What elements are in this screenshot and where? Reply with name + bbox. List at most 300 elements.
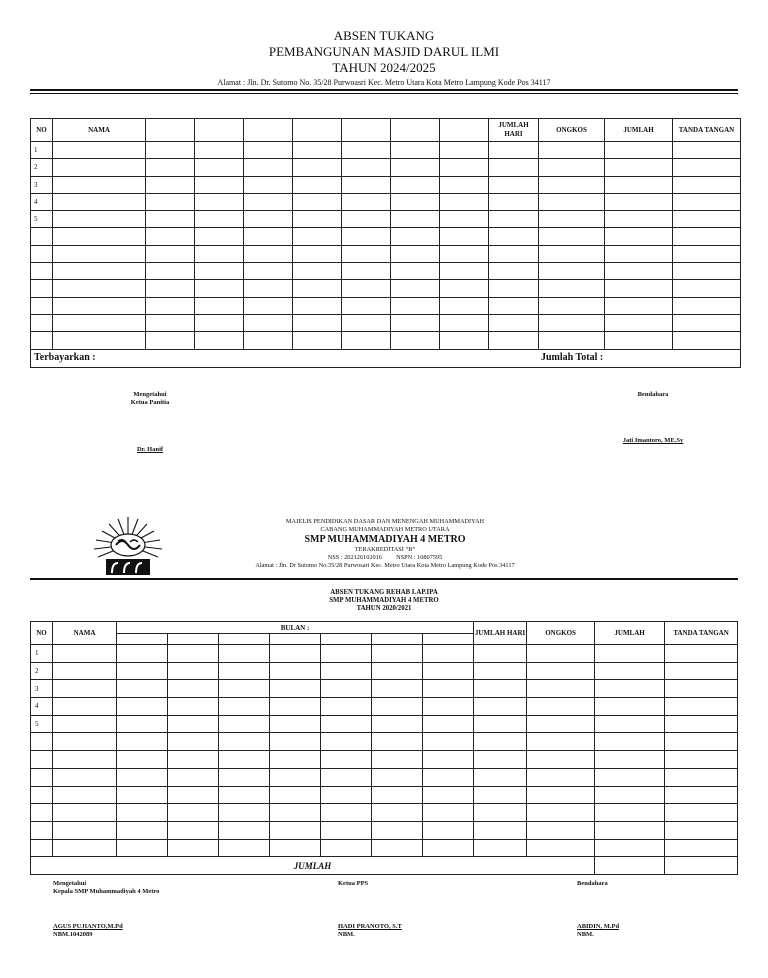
table-cell xyxy=(595,804,665,822)
table-cell xyxy=(489,245,539,262)
table-cell xyxy=(673,176,741,193)
table-cell xyxy=(53,839,117,857)
table-cell xyxy=(168,768,219,786)
table-cell xyxy=(195,211,244,228)
table-row xyxy=(31,804,738,822)
table-cell xyxy=(527,839,595,857)
table-cell xyxy=(270,733,321,751)
table-cell xyxy=(146,228,195,245)
header-day-cell xyxy=(342,119,391,142)
table-cell xyxy=(423,645,474,663)
table-cell xyxy=(53,332,146,349)
table-cell xyxy=(665,768,738,786)
table-cell xyxy=(391,332,440,349)
table-cell xyxy=(423,751,474,769)
table-cell xyxy=(321,680,372,698)
table-cell xyxy=(605,263,673,280)
table-cell xyxy=(270,804,321,822)
sig-left-line1: Mengetahui xyxy=(133,391,167,398)
sig-left-name: Dr. Hanif xyxy=(136,446,164,453)
form1-rule-thin xyxy=(30,93,738,94)
table-cell xyxy=(673,211,741,228)
header-tanda-tangan: TANDA TANGAN xyxy=(673,119,741,142)
row-number xyxy=(31,263,53,280)
table-cell xyxy=(665,645,738,663)
table-cell xyxy=(117,786,168,804)
table-cell xyxy=(168,821,219,839)
table-cell xyxy=(595,821,665,839)
table-cell xyxy=(244,142,293,159)
table-cell xyxy=(219,680,270,698)
table-cell xyxy=(595,645,665,663)
row-number: 2 xyxy=(31,159,53,176)
table-cell xyxy=(372,786,423,804)
table-cell xyxy=(219,662,270,680)
table-cell xyxy=(293,211,342,228)
form2-sig3-name-block xyxy=(577,923,619,939)
table-cell xyxy=(168,751,219,769)
table-cell xyxy=(342,159,391,176)
table-cell xyxy=(391,280,440,297)
header-day-cell xyxy=(372,634,423,645)
form2-sig1 xyxy=(53,880,159,896)
table-cell xyxy=(146,332,195,349)
table-cell xyxy=(146,263,195,280)
table-cell xyxy=(342,263,391,280)
table-cell xyxy=(489,211,539,228)
table-cell xyxy=(605,159,673,176)
header-day-cell xyxy=(244,119,293,142)
table-cell xyxy=(391,142,440,159)
table-cell xyxy=(219,786,270,804)
org-line2: CABANG MUHAMMADIYAH METRO UTARA xyxy=(320,526,450,533)
form2-total-cell xyxy=(595,857,665,875)
row-number xyxy=(31,804,53,822)
table-cell xyxy=(53,176,146,193)
table-row xyxy=(31,751,738,769)
table-cell xyxy=(321,804,372,822)
header-ongkos: ONGKOS xyxy=(527,622,595,645)
table-cell xyxy=(53,645,117,663)
header-day-cell xyxy=(195,119,244,142)
table-cell xyxy=(293,297,342,314)
table-cell xyxy=(321,821,372,839)
table-cell xyxy=(489,280,539,297)
table-cell xyxy=(391,263,440,280)
form2-attendance-table xyxy=(30,621,738,875)
table-cell xyxy=(293,159,342,176)
table-row xyxy=(31,768,738,786)
table-cell xyxy=(539,193,605,210)
table-cell xyxy=(219,839,270,857)
table-cell xyxy=(53,804,117,822)
table-cell xyxy=(244,176,293,193)
row-number xyxy=(31,839,53,857)
table-cell xyxy=(372,768,423,786)
table-cell xyxy=(673,263,741,280)
table-cell xyxy=(391,228,440,245)
table-cell xyxy=(474,733,527,751)
form1-title-1: ABSEN TUKANG xyxy=(333,28,435,43)
table-cell xyxy=(293,332,342,349)
table-cell xyxy=(665,821,738,839)
table-cell xyxy=(474,698,527,716)
table-cell xyxy=(391,297,440,314)
table-cell xyxy=(219,768,270,786)
table-cell xyxy=(527,698,595,716)
table-cell xyxy=(342,142,391,159)
table-cell xyxy=(423,680,474,698)
table-cell xyxy=(146,245,195,262)
table-cell xyxy=(665,751,738,769)
table-cell xyxy=(219,821,270,839)
table-cell xyxy=(440,314,489,331)
table-cell xyxy=(440,159,489,176)
table-cell xyxy=(342,193,391,210)
table-row xyxy=(31,786,738,804)
table-cell xyxy=(53,245,146,262)
table-cell xyxy=(168,662,219,680)
table-cell xyxy=(244,314,293,331)
form1-title-3: TAHUN 2024/2025 xyxy=(332,60,436,75)
table-cell xyxy=(474,768,527,786)
table-cell xyxy=(665,715,738,733)
table-cell xyxy=(539,142,605,159)
table-cell xyxy=(117,768,168,786)
header-jumlah: JUMLAH xyxy=(595,622,665,645)
table-cell xyxy=(595,715,665,733)
table-cell xyxy=(372,680,423,698)
header-ongkos: ONGKOS xyxy=(539,119,605,142)
table-cell xyxy=(53,314,146,331)
table-cell xyxy=(146,314,195,331)
table-cell xyxy=(270,662,321,680)
row-number: 3 xyxy=(31,176,53,193)
table-cell xyxy=(673,314,741,331)
table-cell xyxy=(168,804,219,822)
table-cell xyxy=(527,662,595,680)
npsn: NSPN : 10807595 xyxy=(396,554,443,561)
table-cell xyxy=(117,662,168,680)
table-cell xyxy=(53,680,117,698)
table-cell xyxy=(605,142,673,159)
table-cell xyxy=(195,245,244,262)
row-number: 5 xyxy=(31,715,53,733)
table-cell xyxy=(53,297,146,314)
table-cell xyxy=(423,698,474,716)
table-cell xyxy=(440,297,489,314)
table-cell xyxy=(595,662,665,680)
form2-rule xyxy=(30,578,738,580)
table-cell xyxy=(423,715,474,733)
header-no: NO xyxy=(31,119,53,142)
table-cell xyxy=(391,159,440,176)
table-cell xyxy=(595,751,665,769)
table-cell xyxy=(673,245,741,262)
table-cell xyxy=(539,228,605,245)
table-cell xyxy=(440,245,489,262)
table-cell xyxy=(372,733,423,751)
table-cell xyxy=(440,142,489,159)
table-row xyxy=(31,314,741,331)
form1-attendance-table xyxy=(30,118,741,368)
table-cell xyxy=(117,839,168,857)
header-day-cell xyxy=(391,119,440,142)
header-day-cell xyxy=(423,634,474,645)
table-cell xyxy=(489,142,539,159)
table-cell xyxy=(423,733,474,751)
sig3-name: ABIDIN, M.Pd xyxy=(577,923,620,930)
table-cell xyxy=(539,211,605,228)
table-cell xyxy=(673,332,741,349)
table-cell xyxy=(605,176,673,193)
table-cell xyxy=(146,280,195,297)
table-cell xyxy=(673,228,741,245)
table-cell xyxy=(53,786,117,804)
table-cell xyxy=(527,804,595,822)
table-cell xyxy=(321,733,372,751)
table-cell xyxy=(474,804,527,822)
table-cell xyxy=(168,839,219,857)
table-cell xyxy=(321,839,372,857)
table-cell xyxy=(270,715,321,733)
table-row xyxy=(31,142,741,159)
table-cell xyxy=(293,280,342,297)
table-cell xyxy=(423,804,474,822)
table-cell xyxy=(474,839,527,857)
table-cell xyxy=(321,768,372,786)
form1-address: Alamat : Jln. Dr. Sutomo No. 35/28 Purwoasri Kec. Metro Utara Kota Metro Lampung Kode Pos 34117 xyxy=(217,78,551,87)
table-cell xyxy=(195,159,244,176)
table-cell xyxy=(244,332,293,349)
table-cell xyxy=(673,297,741,314)
header-day-cell xyxy=(219,634,270,645)
table-row xyxy=(31,715,738,733)
sig-right-name: Jati Imantoro, ME.Sy xyxy=(622,437,684,444)
table-row xyxy=(31,193,741,210)
table-cell xyxy=(53,733,117,751)
table-cell xyxy=(168,733,219,751)
table-cell xyxy=(440,332,489,349)
table-cell xyxy=(293,193,342,210)
table-cell xyxy=(270,751,321,769)
table-cell xyxy=(489,193,539,210)
table-cell xyxy=(423,768,474,786)
table-cell xyxy=(489,297,539,314)
table-cell xyxy=(372,804,423,822)
sig-right-line1: Bendahara xyxy=(637,391,669,398)
sig3-id: NBM. xyxy=(577,931,594,938)
table-cell xyxy=(423,662,474,680)
table-cell xyxy=(595,680,665,698)
table-cell xyxy=(342,332,391,349)
table-cell xyxy=(270,839,321,857)
table-cell xyxy=(527,751,595,769)
table-row xyxy=(31,645,738,663)
table-cell xyxy=(53,698,117,716)
header-day-cell xyxy=(146,119,195,142)
sig1-line2: Kepala SMP Muhammadiyah 4 Metro xyxy=(53,888,160,895)
table-row xyxy=(31,245,741,262)
table-row xyxy=(31,228,741,245)
table-cell xyxy=(146,193,195,210)
table-row xyxy=(31,662,738,680)
table-cell xyxy=(53,228,146,245)
sig3-line1: Bendahara xyxy=(577,880,608,887)
table-cell xyxy=(489,314,539,331)
table-cell xyxy=(117,821,168,839)
table-cell xyxy=(539,245,605,262)
table-row xyxy=(31,176,741,193)
table-cell xyxy=(372,751,423,769)
table-cell xyxy=(527,680,595,698)
table-cell xyxy=(489,176,539,193)
table-cell xyxy=(195,193,244,210)
table-cell xyxy=(665,839,738,857)
table-cell xyxy=(605,314,673,331)
table-cell xyxy=(195,280,244,297)
table-cell xyxy=(117,751,168,769)
table-cell xyxy=(219,698,270,716)
table-cell xyxy=(168,715,219,733)
row-number xyxy=(31,786,53,804)
table-cell xyxy=(53,768,117,786)
table-cell xyxy=(605,228,673,245)
table-row xyxy=(31,280,741,297)
table-cell xyxy=(321,751,372,769)
table-cell xyxy=(665,804,738,822)
org-line1: MAJELIS PENDIDIKAN DASAR DAN MENENGAH MUHAMMADIYAH xyxy=(285,518,485,525)
table-row xyxy=(31,297,741,314)
table-cell xyxy=(195,297,244,314)
table-cell xyxy=(53,751,117,769)
table-cell xyxy=(372,839,423,857)
table-cell xyxy=(342,211,391,228)
table-cell xyxy=(595,768,665,786)
table-cell xyxy=(146,142,195,159)
form1-title xyxy=(0,28,768,76)
table-cell xyxy=(665,786,738,804)
row-number xyxy=(31,821,53,839)
table-cell xyxy=(423,786,474,804)
table-cell xyxy=(146,176,195,193)
table-cell xyxy=(219,804,270,822)
table-cell xyxy=(117,698,168,716)
table-cell xyxy=(673,142,741,159)
table-cell xyxy=(53,193,146,210)
table-cell xyxy=(244,228,293,245)
table-cell xyxy=(342,314,391,331)
table-cell xyxy=(474,715,527,733)
row-number xyxy=(31,332,53,349)
table-cell xyxy=(195,142,244,159)
header-no: NO xyxy=(31,622,53,645)
form2-header-row xyxy=(31,622,738,634)
table-cell xyxy=(474,786,527,804)
header-tanda-tangan: TANDA TANGAN xyxy=(665,622,738,645)
table-cell xyxy=(605,297,673,314)
table-cell xyxy=(527,821,595,839)
header-day-cell xyxy=(293,119,342,142)
table-cell xyxy=(605,280,673,297)
row-number xyxy=(31,751,53,769)
table-cell xyxy=(244,193,293,210)
table-cell xyxy=(195,263,244,280)
table-cell xyxy=(321,786,372,804)
table-cell xyxy=(293,263,342,280)
row-number xyxy=(31,245,53,262)
table-cell xyxy=(53,263,146,280)
accreditation: TERAKREDITASI “B” xyxy=(354,546,416,553)
row-number: 1 xyxy=(31,645,53,663)
header-jumlah: JUMLAH xyxy=(605,119,673,142)
table-cell xyxy=(605,193,673,210)
muhammadiyah-logo-icon xyxy=(90,515,166,577)
table-cell xyxy=(489,159,539,176)
table-cell xyxy=(440,280,489,297)
table-cell xyxy=(489,228,539,245)
sig1-name: AGUS PUJIANTO,M.Pd xyxy=(53,923,123,930)
table-cell xyxy=(342,297,391,314)
row-number xyxy=(31,228,53,245)
row-number: 5 xyxy=(31,211,53,228)
table-cell xyxy=(53,821,117,839)
table-cell xyxy=(665,680,738,698)
row-number: 4 xyxy=(31,193,53,210)
table-cell xyxy=(665,698,738,716)
table-cell xyxy=(440,211,489,228)
table-cell xyxy=(342,228,391,245)
form2-title-3: TAHUN 2020/2021 xyxy=(356,605,412,612)
table-cell xyxy=(423,821,474,839)
row-number: 4 xyxy=(31,698,53,716)
header-jumlah-hari: JUMLAH HARI xyxy=(489,119,539,142)
table-cell xyxy=(527,768,595,786)
table-cell xyxy=(244,159,293,176)
table-cell xyxy=(440,228,489,245)
table-cell xyxy=(423,839,474,857)
row-number: 3 xyxy=(31,680,53,698)
table-cell xyxy=(53,280,146,297)
table-cell xyxy=(372,715,423,733)
table-cell xyxy=(293,245,342,262)
table-cell xyxy=(372,645,423,663)
row-number xyxy=(31,280,53,297)
row-number xyxy=(31,768,53,786)
jumlah-total-label: Jumlah Total : xyxy=(541,351,604,363)
row-number xyxy=(31,733,53,751)
table-cell xyxy=(595,733,665,751)
table-cell xyxy=(270,821,321,839)
row-number xyxy=(31,297,53,314)
table-cell xyxy=(372,662,423,680)
header-nama: NAMA xyxy=(53,622,117,645)
form2-total-row xyxy=(31,857,738,875)
header-day-cell xyxy=(440,119,489,142)
table-cell xyxy=(244,245,293,262)
table-cell xyxy=(595,839,665,857)
table-cell xyxy=(595,786,665,804)
table-cell xyxy=(665,733,738,751)
form2-title-1: ABSEN TUKANG REHAB LAP.IPA xyxy=(330,589,438,596)
header-day-cell xyxy=(168,634,219,645)
nss: NSS : 202126102016 xyxy=(327,554,382,561)
table-cell xyxy=(605,211,673,228)
table-cell xyxy=(440,176,489,193)
form2-title-2: SMP MUHAMMADIYAH 4 METRO xyxy=(329,597,439,604)
table-cell xyxy=(168,698,219,716)
table-cell xyxy=(527,786,595,804)
